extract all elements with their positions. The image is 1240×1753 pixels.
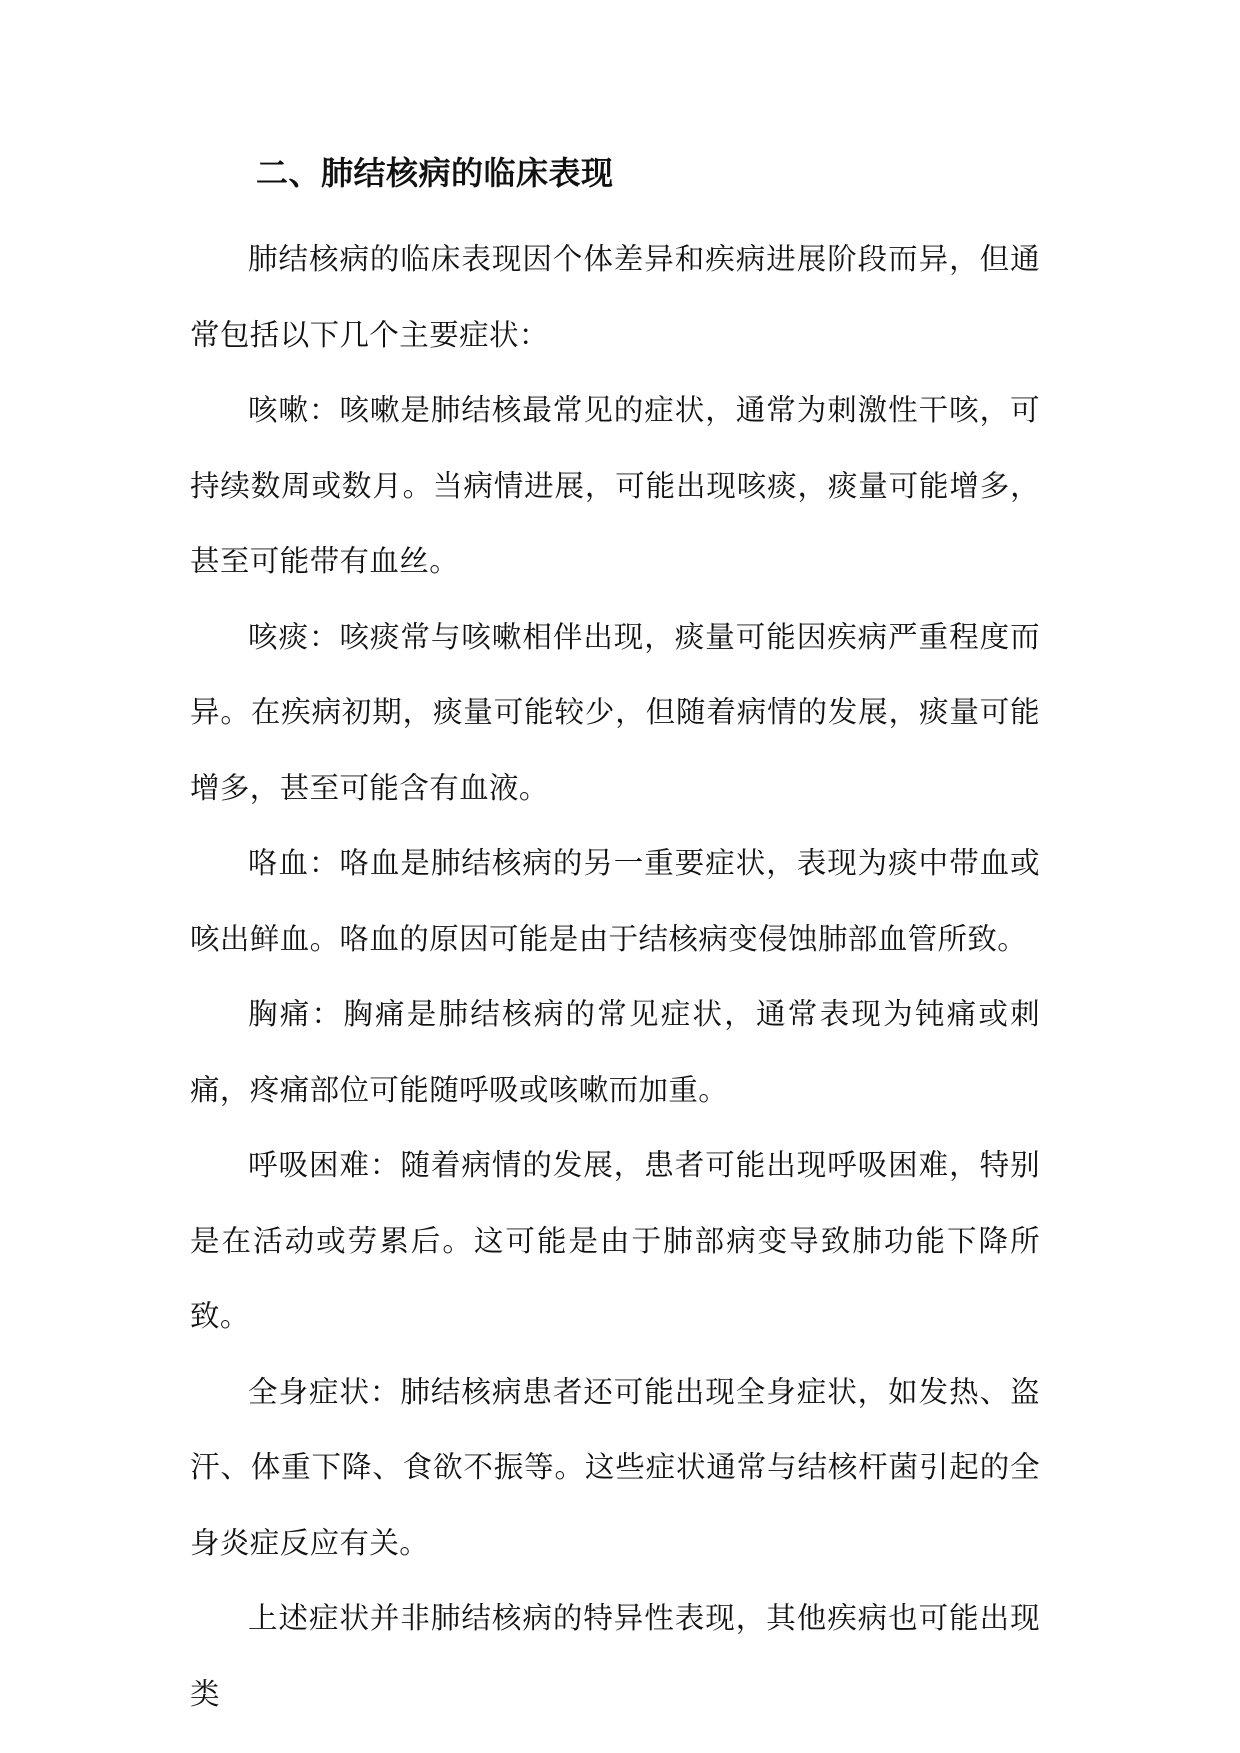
paragraph-intro: 肺结核病的临床表现因个体差异和疾病进展阶段而异，但通常包括以下几个主要症状： xyxy=(190,242,1040,352)
paragraph-note: 上述症状并非肺结核病的特异性表现，其他疾病也可能出现类 xyxy=(190,1601,1040,1711)
paragraph-hemoptysis: 咯血：咯血是肺结核病的另一重要症状，表现为痰中带血或咳出鲜血。咯血的原因可能是由于结核病变侵蚀肺部血管所致。 xyxy=(190,846,1040,956)
document-body xyxy=(190,148,1040,1732)
section-heading: 二、肺结核病的临床表现 xyxy=(256,154,614,192)
paragraph-chest-pain: 胸痛：胸痛是肺结核病的常见症状，通常表现为钝痛或刺痛，疼痛部位可能随呼吸或咳嗽而加重。 xyxy=(190,997,1040,1107)
paragraph-dyspnea: 呼吸困难：随着病情的发展，患者可能出现呼吸困难，特别是在活动或劳累后。这可能是由于肺部病变导致肺功能下降所致。 xyxy=(190,1148,1040,1333)
paragraph-systemic-symptoms: 全身症状：肺结核病患者还可能出现全身症状，如发热、盗汗、体重下降、食欲不振等。这些症状通常与结核杆菌引起的全身炎症反应有关。 xyxy=(190,1374,1040,1560)
paragraph-cough: 咳嗽：咳嗽是肺结核最常见的症状，通常为刺激性干咳，可持续数周或数月。当病情进展，可能出现咳痰，痰量可能增多，甚至可能带有血丝。 xyxy=(190,393,1040,578)
paragraph-sputum: 咳痰：咳痰常与咳嗽相伴出现，痰量可能因疾病严重程度而异。在疾病初期，痰量可能较少，但随着病情的发展，痰量可能增多，甚至可能含有血液。 xyxy=(190,619,1040,805)
